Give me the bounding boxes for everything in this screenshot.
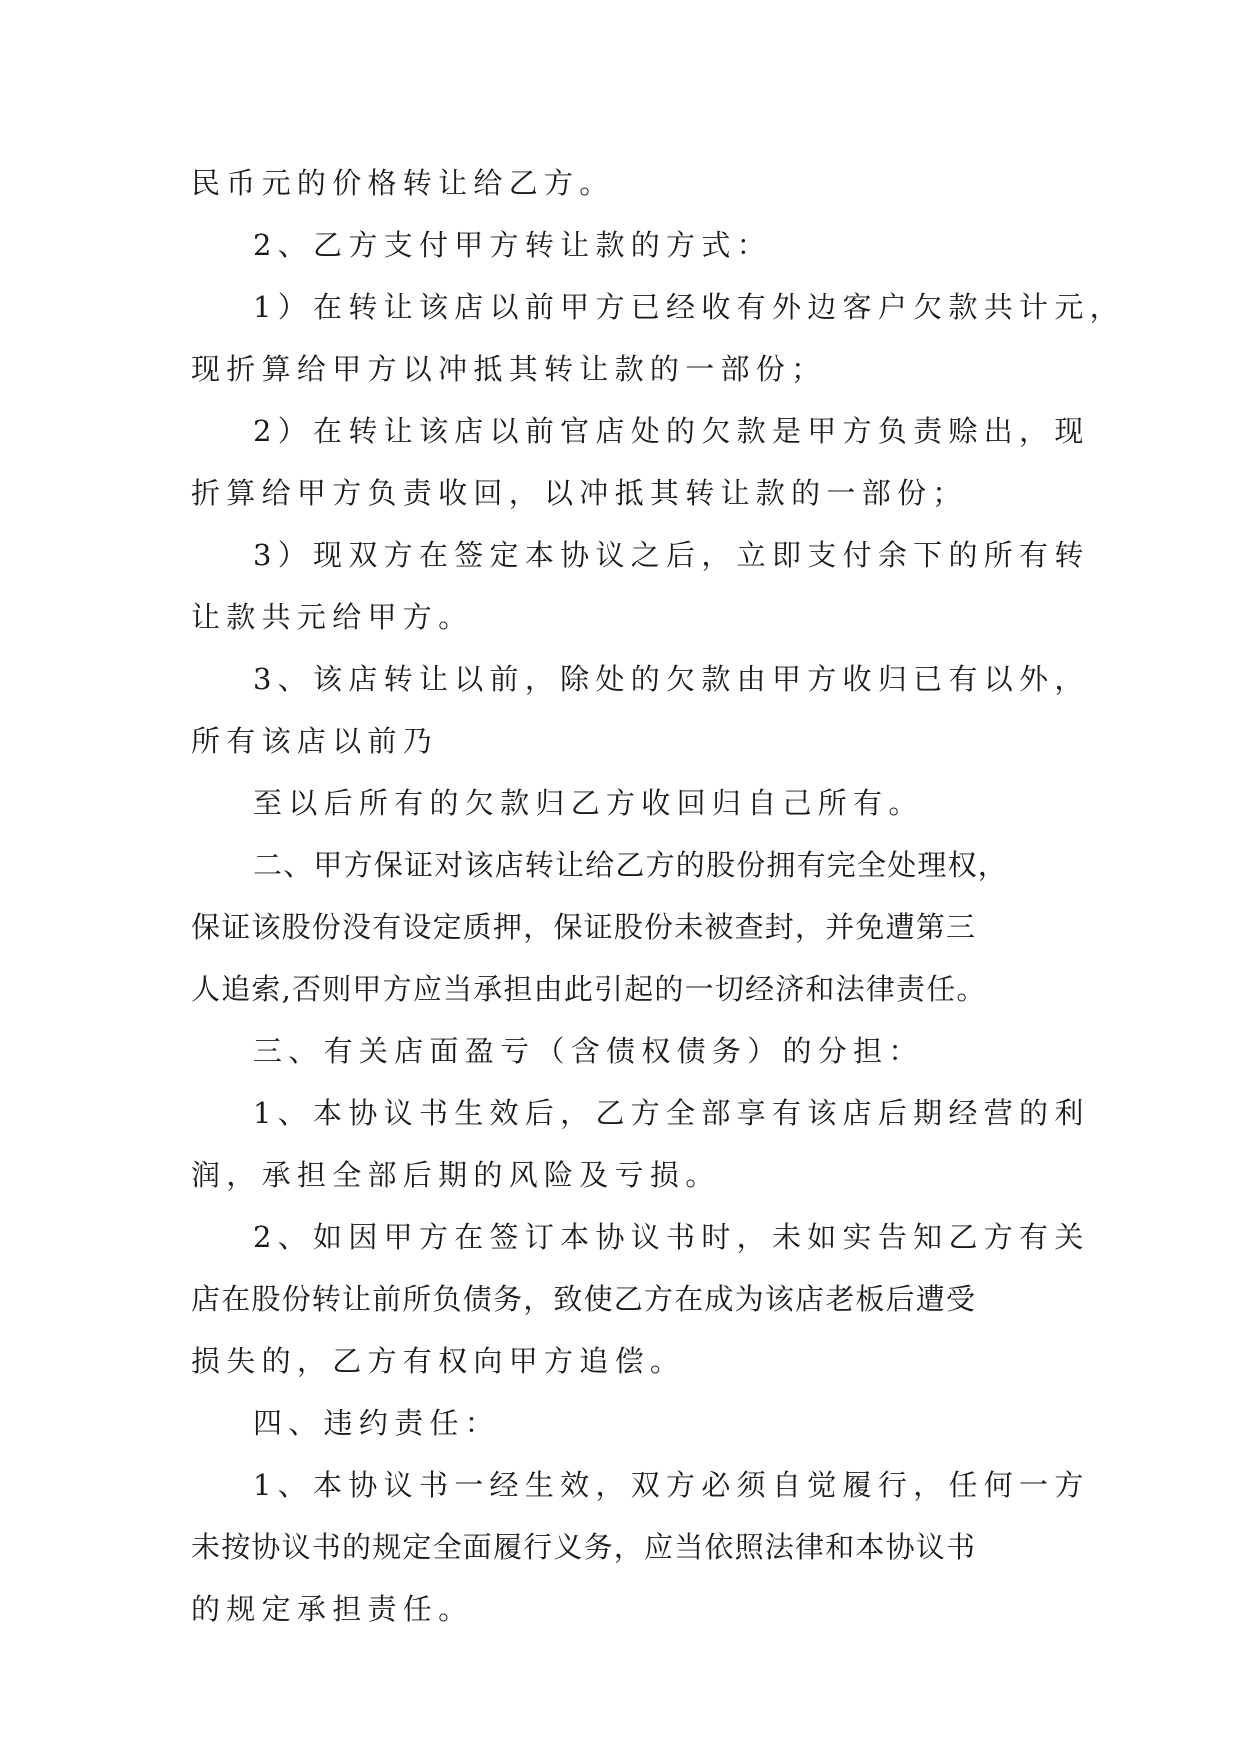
text-line: 1）在转让该店以前甲方已经收有外边客户欠款共计元，: [253, 290, 1125, 324]
text-line: 的规定承担责任。: [191, 1592, 474, 1626]
text-line: 让款共元给甲方。: [191, 600, 474, 634]
text-line: 所有该店以前乃: [191, 724, 439, 758]
document-body: [191, 152, 1125, 1640]
text-line: 店在股份转让前所负债务，致使乙方在成为该店老板后遭受: [191, 1282, 977, 1316]
text-line: 2、乙方支付甲方转让款的方式：: [253, 228, 772, 262]
text-line: 三、有关店面盈亏（含债权债务）的分担：: [253, 1034, 924, 1068]
text-line: 损失的，乙方有权向甲方追偿。: [191, 1344, 686, 1378]
text-line: 2）在转让该店以前官店处的欠款是甲方负责赊出，现: [253, 414, 1090, 448]
text-line: 保证该股份没有设定质押，保证股份未被查封，并免遭第三: [191, 910, 977, 944]
text-line: 四、违约责任：: [253, 1406, 501, 1440]
text-line: 1、本协议书一经生效，双方必须自觉履行，任何一方: [253, 1468, 1090, 1502]
text-line: 民币元的价格转让给乙方。: [191, 166, 615, 200]
text-line: 现折算给甲方以冲抵其转让款的一部份；: [191, 352, 827, 386]
text-line: 1、本协议书生效后，乙方全部享有该店后期经营的利: [253, 1096, 1090, 1130]
text-line: 未按协议书的规定全面履行义务，应当依照法律和本协议书: [191, 1530, 977, 1564]
text-line: 至以后所有的欠款归乙方收回归自己所有。: [253, 786, 924, 820]
text-line: 2、如因甲方在签订本协议书时，未如实告知乙方有关: [253, 1220, 1090, 1254]
text-line: 人追索,否则甲方应当承担由此引起的一切经济和法律责任。: [191, 972, 987, 1006]
text-line: 3、该店转让以前，除处的欠款由甲方收归已有以外，: [253, 662, 1090, 696]
text-line: 润，承担全部后期的风险及亏损。: [191, 1158, 721, 1192]
text-line: 3）现双方在签定本协议之后，立即支付余下的所有转: [253, 538, 1090, 572]
text-line: 折算给甲方负责收回，以冲抵其转让款的一部份；: [191, 476, 968, 510]
text-line: 二、甲方保证对该店转让给乙方的股份拥有完全处理权，: [253, 848, 1009, 882]
